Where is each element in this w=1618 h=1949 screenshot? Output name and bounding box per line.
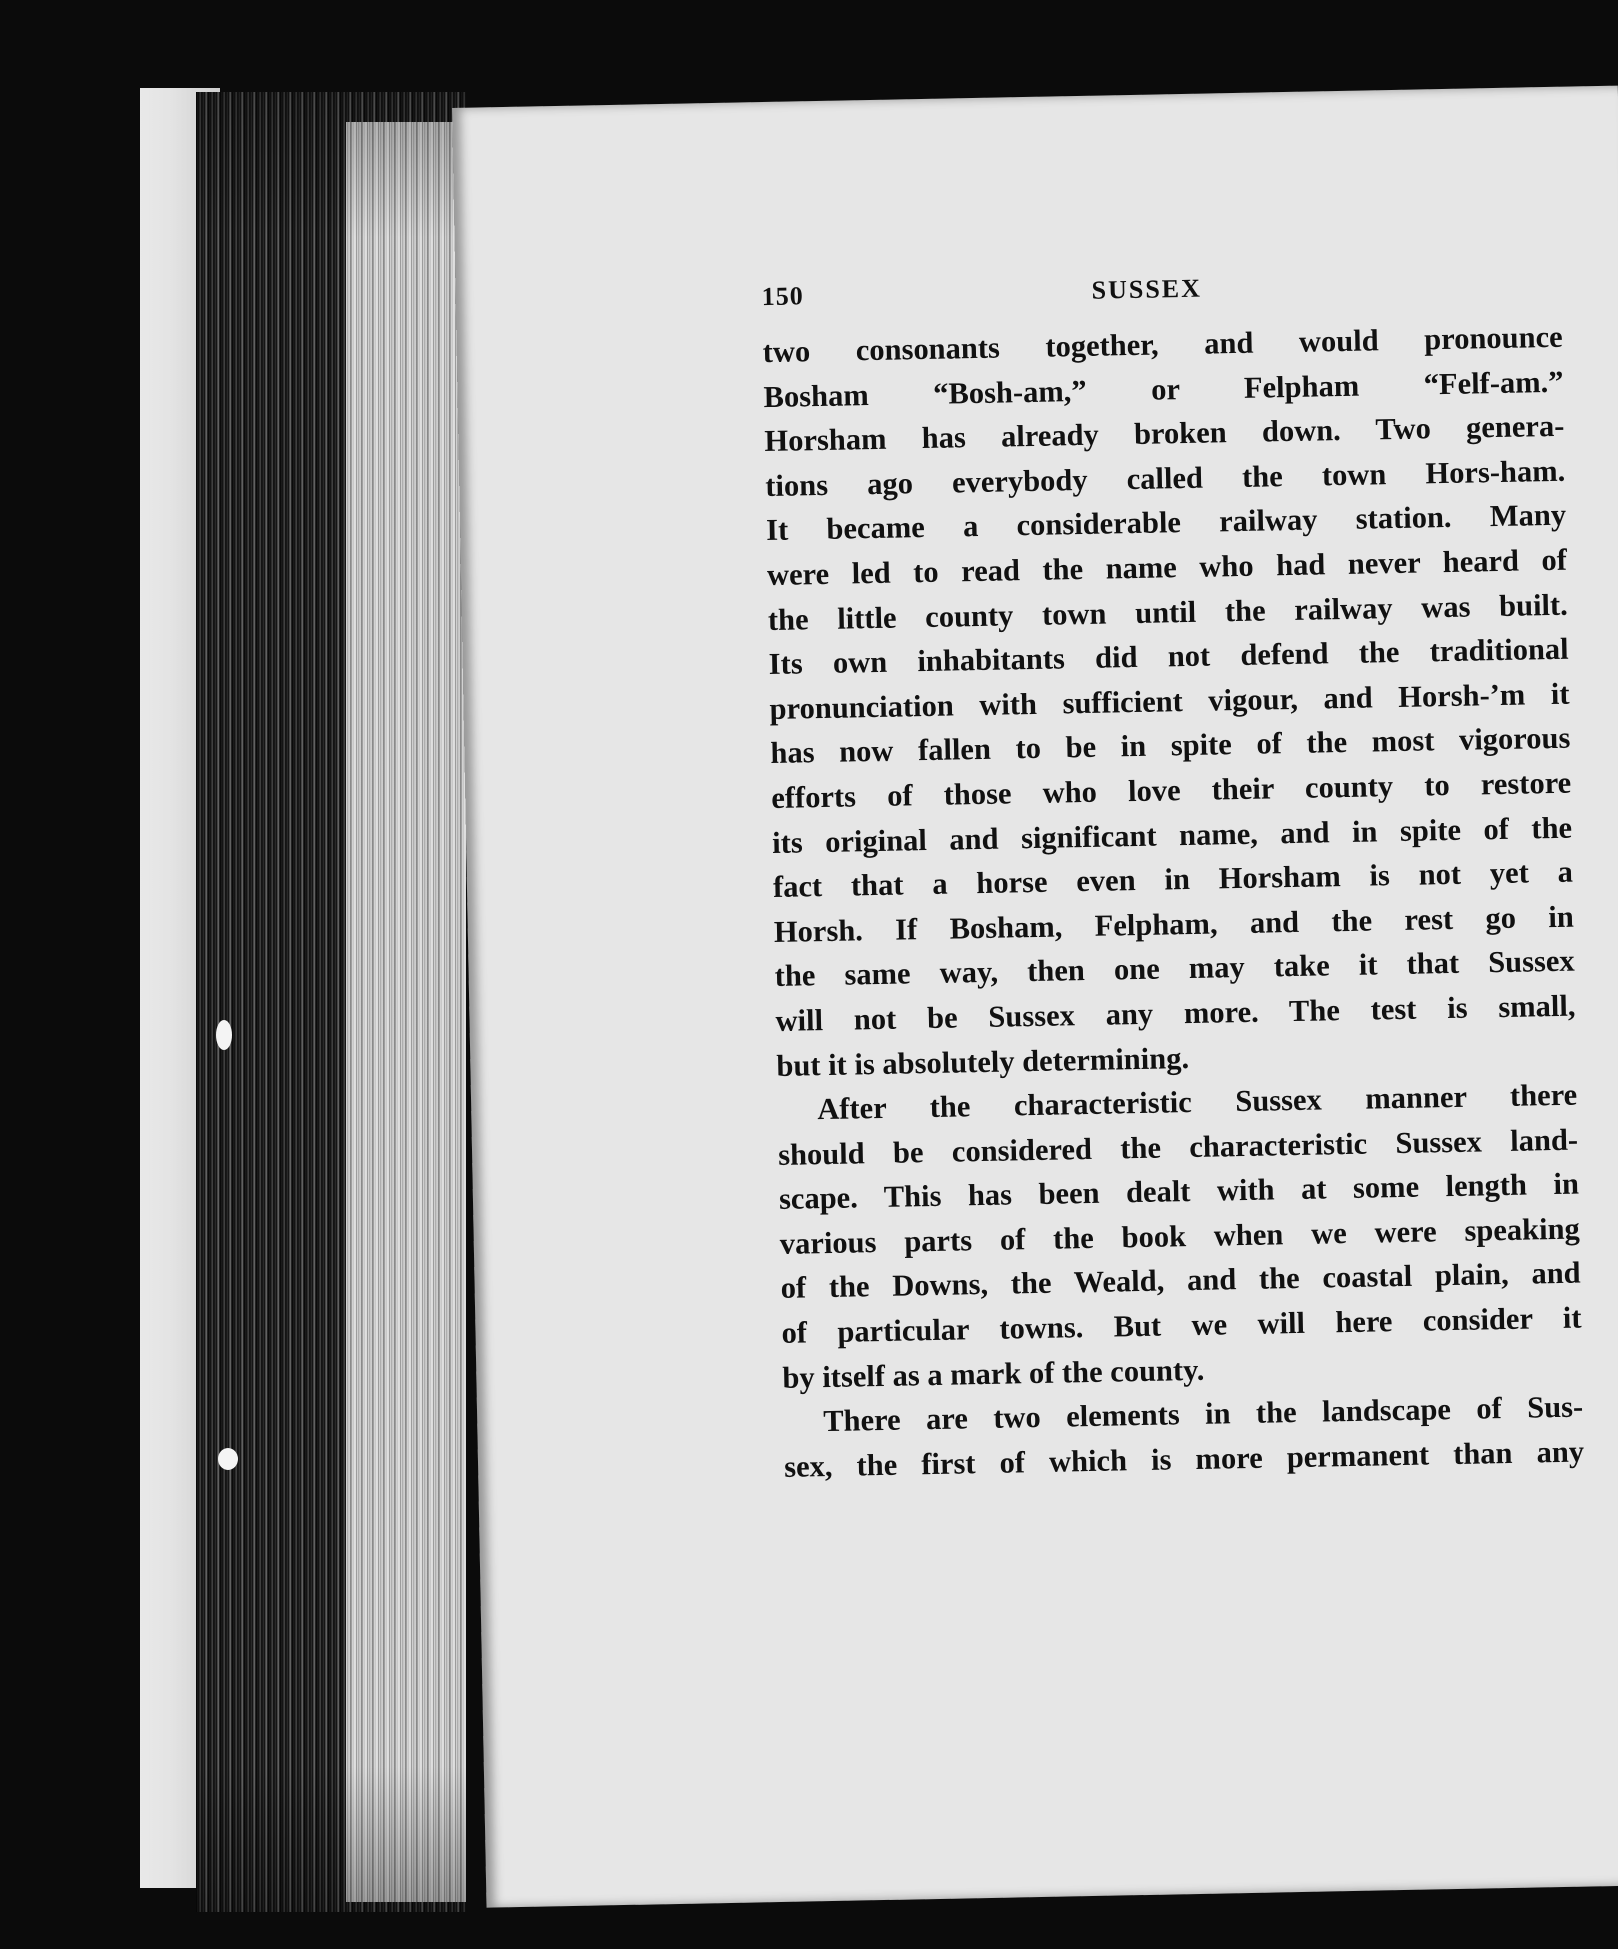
paragraph-1 — [762, 315, 1576, 1088]
paragraph-2 — [777, 1073, 1583, 1400]
text-line: There are two elements in the landscape of Sus- — [822, 1389, 1584, 1439]
page-edge-mark — [218, 1448, 238, 1470]
running-title: SUSSEX — [1091, 273, 1203, 305]
text-line: were led to read the name who had never heard of — [766, 542, 1568, 593]
page-edge-mark — [216, 1020, 232, 1050]
page-block-shading — [196, 92, 466, 1912]
text-line: fact that a horse even in Horsham is not yet a — [772, 854, 1574, 905]
text-line: of particular towns. But we will here consider it — [781, 1300, 1582, 1350]
page-text-block — [761, 267, 1584, 1490]
text-line: of the Downs, the Weald, and the coastal plain, and — [780, 1256, 1581, 1306]
text-line: Its own inhabitants did not defend the traditional — [768, 631, 1569, 682]
text-line: pronunciation with sufficient vigour, and Horsh-’m it — [769, 676, 1570, 726]
text-line: After the characteristic Sussex manner there — [816, 1077, 1578, 1127]
text-line: the same way, then one may take it that Sussex — [774, 943, 1575, 994]
text-line: Horsh. If Bosham, Felpham, and the rest go in — [773, 899, 1575, 949]
page-number: 150 — [761, 281, 804, 312]
text-line: Horsham has already broken down. Two genera- — [764, 408, 1565, 459]
text-line: has now fallen to be in spite of the most vigorous — [770, 720, 1571, 771]
text-line: It became a considerable railway station. Many — [765, 498, 1567, 548]
text-line: sex, the first of which is more permanent than any — [783, 1434, 1585, 1484]
text-line: Bosham “Bosh-am,” or Felpham “Felf-am.” — [763, 364, 1564, 414]
text-line: scape. This has been dealt with at some length in — [778, 1166, 1580, 1217]
text-line: two consonants together, and would pronounce — [762, 319, 1563, 370]
text-line: the little county town until the railway was built. — [767, 587, 1569, 637]
text-line: by itself as a mark of the county. — [782, 1352, 1205, 1395]
text-line: efforts of those who love their county to restore — [770, 765, 1572, 815]
book-page — [452, 86, 1618, 1908]
text-line: various parts of the book when we were speaking — [779, 1211, 1581, 1261]
paragraph-3 — [783, 1385, 1585, 1490]
text-line: should be considered the characteristic Sussex land- — [777, 1122, 1579, 1172]
text-line: but it is absolutely determining. — [776, 1040, 1190, 1083]
text-line: its original and significant name, and in spite of the — [771, 810, 1573, 860]
text-line: tions ago everybody called the town Hors-ham. — [764, 453, 1566, 503]
text-line: will not be Sussex any more. The test is small, — [775, 988, 1576, 1038]
